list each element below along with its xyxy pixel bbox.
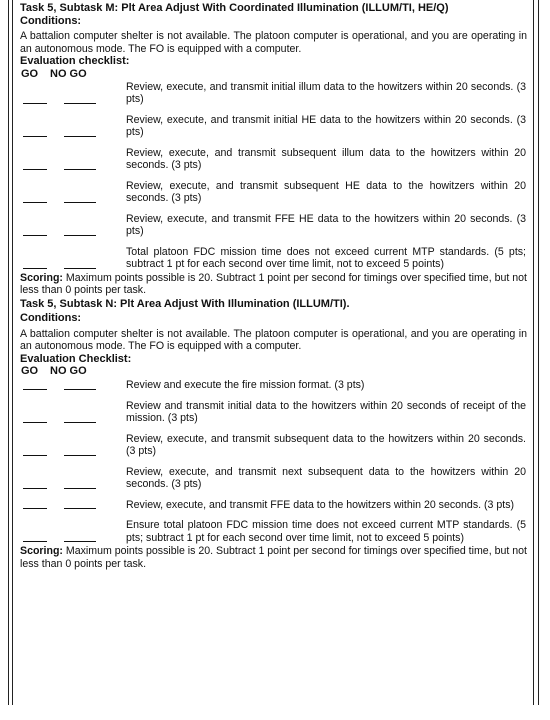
nogo-blank[interactable] — [64, 201, 96, 203]
checklist-item — [20, 433, 527, 458]
checklist-item-text: Total platoon FDC mission time does not exceed current MTP standards. (5 pts; subtract 1 pt for each second over time limit, not to exceed 5 points) — [126, 245, 526, 270]
nogo-blank[interactable] — [64, 540, 96, 542]
checklist-item-text: Review, execute, and transmit subsequent HE data to the howitzers within 20 seconds. (3 pts) — [126, 179, 526, 204]
subtask-m-section — [20, 2, 527, 297]
checklist-item-text: Ensure total platoon FDC mission time does not exceed current MTP standards. (5 pts; subtract 1 pt for each second over time limit, not to exceed 5 points) — [126, 519, 526, 544]
go-blank[interactable] — [23, 540, 47, 542]
checklist-item-text: Review, execute, and transmit subsequent data to the howitzers within 20 seconds. (3 pts) — [126, 432, 526, 457]
checklist-item — [20, 114, 527, 139]
checklist-item — [20, 246, 527, 271]
go-blank[interactable] — [23, 267, 47, 269]
left-margin-rule-inner — [12, 0, 13, 705]
document-page — [20, 2, 527, 570]
nogo-blank[interactable] — [64, 135, 96, 137]
checklist-item-text: Review, execute, and transmit FFE data to the howitzers within 20 seconds. (3 pts) — [126, 498, 515, 511]
subtask-n-title: Task 5, Subtask N: Plt Area Adjust With Illumination (ILLUM/TI). — [20, 297, 350, 310]
go-blank[interactable] — [23, 234, 47, 236]
checklist-item-text: Review, execute, and transmit subsequent illum data to the howitzers within 20 seconds. (3 pts) — [126, 146, 526, 171]
checklist-item — [20, 499, 527, 512]
nogo-blank[interactable] — [64, 234, 96, 236]
checklist-item-text: Review, execute, and transmit next subsequent data to the howitzers within 20 seconds. (3 pts) — [126, 465, 526, 490]
nogo-blank[interactable] — [64, 168, 96, 170]
go-nogo-header — [20, 68, 527, 82]
conditions-label: Conditions: — [20, 312, 82, 324]
go-blank[interactable] — [23, 168, 47, 170]
go-column-label: GO — [21, 67, 39, 80]
checklist-item — [20, 519, 527, 544]
nogo-blank[interactable] — [64, 102, 96, 104]
checklist-item — [20, 379, 527, 392]
go-blank[interactable] — [23, 487, 47, 489]
go-blank[interactable] — [23, 454, 47, 456]
scoring-note — [20, 272, 527, 297]
checklist-item-text: Review and execute the fire mission format. (3 pts) — [126, 379, 365, 391]
checklist-item-text: Review, execute, and transmit initial HE data to the howitzers within 20 seconds. (3 pts) — [126, 113, 526, 138]
checklist-label: Evaluation checklist: — [20, 55, 130, 67]
checklist-item — [20, 180, 527, 205]
checklist-item — [20, 400, 527, 425]
conditions-text: A battalion computer shelter is not available. The platoon computer is operational, and you are operating in an autonomous mode. The FO is equipped with a computer. — [20, 327, 527, 352]
go-blank[interactable] — [23, 135, 47, 137]
checklist-item — [20, 147, 527, 172]
right-margin-rule-outer — [538, 0, 539, 705]
checklist-item-text: Review, execute, and transmit FFE HE data to the howitzers within 20 seconds. (3 pts) — [126, 212, 526, 237]
go-column-label: GO — [21, 365, 39, 377]
checklist-item-text: Review, execute, and transmit initial illum data to the howitzers within 20 seconds. (3 pts) — [126, 80, 526, 105]
go-blank[interactable] — [23, 421, 47, 423]
scoring-text: Maximum points possible is 20. Subtract 1 point per second for timings over specified time, but not less than 0 points per task. — [20, 271, 527, 296]
go-blank[interactable] — [23, 388, 47, 390]
go-blank[interactable] — [23, 507, 47, 509]
scoring-label: Scoring: — [20, 271, 63, 284]
nogo-column-label: NO GO — [50, 67, 87, 80]
subtask-m-title: Task 5, Subtask M: Plt Area Adjust With Coordinated Illumination (ILLUM/TI, HE/Q) — [20, 2, 449, 14]
go-blank[interactable] — [23, 102, 47, 104]
nogo-blank[interactable] — [64, 267, 96, 269]
conditions-text: A battalion computer shelter is not available. The platoon computer is operational, and you are operating in an autonomous mode. The FO is equipped with a computer. — [20, 30, 527, 55]
nogo-blank[interactable] — [64, 487, 96, 489]
checklist-item — [20, 213, 527, 238]
conditions-label: Conditions: — [20, 14, 82, 27]
nogo-column-label: NO GO — [50, 365, 87, 377]
right-margin-rule-inner — [533, 0, 534, 705]
checklist-label: Evaluation Checklist: — [20, 352, 132, 365]
nogo-blank[interactable] — [64, 507, 96, 509]
nogo-blank[interactable] — [64, 421, 96, 423]
scoring-note — [20, 545, 527, 570]
scoring-text: Maximum points possible is 20. Subtract 1 point per second for timings over specified time, but not less than 0 points per task. — [20, 545, 527, 570]
checklist-item-text: Review and transmit initial data to the howitzers within 20 seconds of receipt of the mission. (3 pts) — [126, 399, 526, 424]
checklist-item — [20, 81, 527, 106]
go-nogo-header — [20, 365, 527, 379]
nogo-blank[interactable] — [64, 388, 96, 390]
left-margin-rule-outer — [8, 0, 9, 705]
scoring-label: Scoring: — [20, 545, 63, 557]
checklist-item — [20, 466, 527, 491]
nogo-blank[interactable] — [64, 454, 96, 456]
go-blank[interactable] — [23, 201, 47, 203]
subtask-n-section — [20, 298, 527, 571]
